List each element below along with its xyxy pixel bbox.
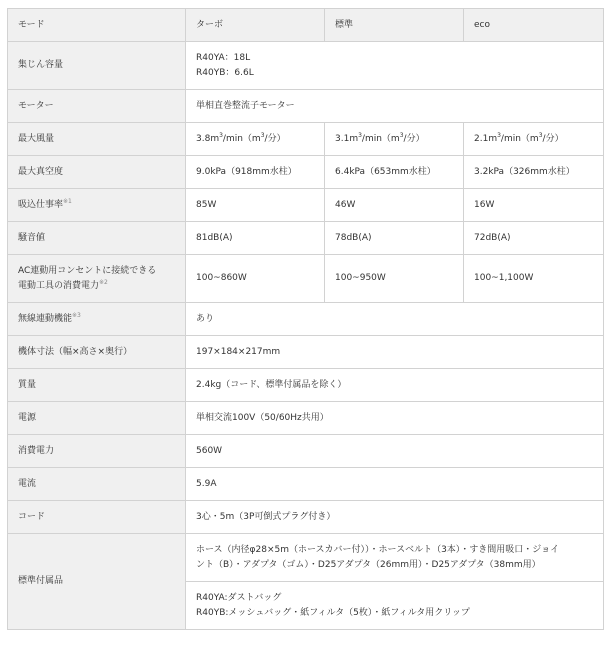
ac-tool-power-standard: 100~950W [325,255,464,303]
wireless-link-value: あり [186,303,604,336]
noise-standard: 78dB(A) [325,222,464,255]
suction-power-row [8,189,604,222]
mode-eco: eco [464,9,604,42]
suction-power-label: 吸込仕事率$^{※1}$ [8,189,186,222]
ac-tool-power-row [8,255,604,303]
max-airflow-standard: $3.1m^3/\min(m^3/$分） [325,123,464,156]
accessories-r40yb: R40YB:メッシュバッグ・紙フィルタ（5枚）・紙フィルタ用クリップ [196,607,470,618]
ac-tool-power-turbo: 100~860W [186,255,325,303]
wireless-link-note: ※3 [72,311,81,319]
max-airflow-label: 最大風量 [8,123,186,156]
current-value: 5.9A [186,468,604,501]
ac-tool-power-note: ※2 [99,278,108,286]
power-consumption-value: 560W [186,435,604,468]
dimensions-row [8,336,604,369]
dust-capacity-label: 集じん容量 [8,42,186,90]
max-airflow-turbo: $3.8m^3/\min(m^3/$分） [186,123,325,156]
mass-row [8,369,604,402]
dimensions-label: 機体寸法（幅×高さ×奥行） [8,336,186,369]
noise-row [8,222,604,255]
cord-value: 3心・5m（3P可倒式プラグ付き） [186,501,604,534]
power-source-row [8,402,604,435]
accessories-row-common [8,534,604,582]
noise-eco: 72dB(A) [464,222,604,255]
accessories-by-model [186,582,604,630]
ac-tool-power-label: AC連動用コンセントに接続できる 電動工具の消費電力$^{※2}$ [8,255,186,303]
motor-label: モーター [8,90,186,123]
power-consumption-row [8,435,604,468]
max-airflow-row [8,123,604,156]
suction-power-eco: 16W [464,189,604,222]
noise-turbo: 81dB(A) [186,222,325,255]
motor-value: 単相直巻整流子モーター [186,90,604,123]
max-airflow-eco: $2.1m^3/\min(m^3/$分） [464,123,604,156]
mass-value: 2.4kg（コード、標準付属品を除く） [186,369,604,402]
suction-power-turbo: 85W [186,189,325,222]
mode-standard: 標準 [325,9,464,42]
mode-turbo: ターボ [186,9,325,42]
dimensions-value: 197×184×217mm [186,336,604,369]
dust-capacity-r40yb: R40YB：6.6L [196,67,254,78]
dust-capacity-value [186,42,604,90]
spec-table [7,8,604,630]
accessories-label: 標準付属品 [8,534,186,630]
max-vacuum-row [8,156,604,189]
dust-capacity-row [8,42,604,90]
mode-label: モード [8,9,186,42]
motor-row [8,90,604,123]
current-label: 電流 [8,468,186,501]
cord-label: コード [8,501,186,534]
power-consumption-label: 消費電力 [8,435,186,468]
max-vacuum-turbo: 9.0kPa（918mm水柱） [186,156,325,189]
mode-header-row [8,9,604,42]
power-source-value: 単相交流100V（50/60Hz共用） [186,402,604,435]
max-vacuum-eco: 3.2kPa（326mm水柱） [464,156,604,189]
suction-power-standard: 46W [325,189,464,222]
current-row [8,468,604,501]
cord-row [8,501,604,534]
mass-label: 質量 [8,369,186,402]
accessories-r40ya: R40YA:ダストバッグ [196,592,282,603]
max-vacuum-standard: 6.4kPa（653mm水柱） [325,156,464,189]
dust-capacity-r40ya: R40YA：18L [196,52,251,63]
max-vacuum-label: 最大真空度 [8,156,186,189]
wireless-link-label: 無線連動機能$^{※3}$ [8,303,186,336]
noise-label: 騒音値 [8,222,186,255]
ac-tool-power-eco: 100~1,100W [464,255,604,303]
suction-power-note: ※1 [63,197,72,205]
accessories-common: ホース（内径φ28×5m（ホースカバー付））・ホースベルト（3本）・すき間用吸口・ジョイ ント（B）・アダプタ（ゴム）・D25アダプタ（26mm用）・D25アダプタ（38mm用） [186,534,604,582]
wireless-link-row [8,303,604,336]
power-source-label: 電源 [8,402,186,435]
